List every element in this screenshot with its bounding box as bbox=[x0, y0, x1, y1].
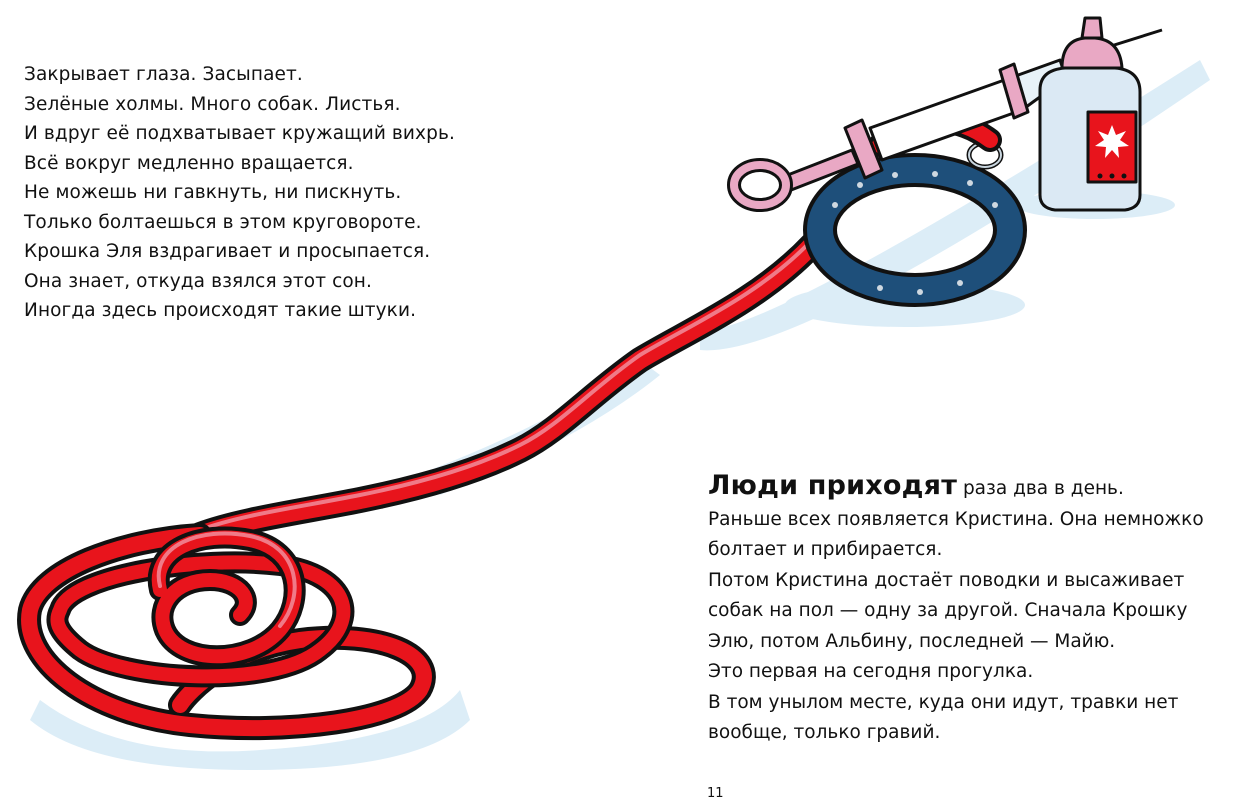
section-line: В том унылом месте, куда они идут, травки нет bbox=[708, 691, 1179, 713]
page-number: 11 bbox=[707, 786, 724, 801]
poem-line: И вдруг её подхватывает кружащий вихрь. bbox=[24, 123, 455, 144]
poem-line: Только болтаешься в этом круговороте. bbox=[24, 211, 422, 233]
poem-line: Она знает, откуда взялся этот сон. bbox=[24, 270, 372, 292]
section-lead-rest: раза два в день. bbox=[957, 478, 1124, 499]
poem-line: Крошка Эля вздрагивает и просыпается. bbox=[24, 241, 431, 262]
poem-line: Не можешь ни гавкнуть, ни пискнуть. bbox=[24, 182, 402, 203]
section-line: Потом Кристина достаёт поводки и высаживает bbox=[708, 569, 1185, 591]
section-line: собак на пол — одну за другой. Сначала Крошку bbox=[708, 600, 1188, 621]
poem-line: Всё вокруг медленно вращается. bbox=[24, 152, 354, 174]
section-lead-line bbox=[708, 471, 1228, 505]
section-line: Раньше всех появляется Кристина. Она немножко bbox=[708, 508, 1204, 530]
poem-block bbox=[24, 60, 544, 326]
section-line: вообще, только гравий. bbox=[708, 722, 941, 743]
section-block bbox=[708, 471, 1228, 749]
section-line: Это первая на сегодня прогулка. bbox=[708, 661, 1034, 682]
poem-line: Иногда здесь происходят такие штуки. bbox=[24, 300, 417, 321]
medicine-bottle-icon bbox=[1040, 18, 1140, 210]
section-lead-bold: Люди приходят bbox=[708, 470, 958, 501]
section-line: болтает и прибирается. bbox=[708, 539, 943, 560]
poem-line: Зелёные холмы. Много собак. Листья. bbox=[24, 93, 401, 115]
poem-line: Закрывает глаза. Засыпает. bbox=[24, 64, 303, 85]
section-line: Элю, потом Альбину, последней — Майю. bbox=[708, 630, 1116, 652]
